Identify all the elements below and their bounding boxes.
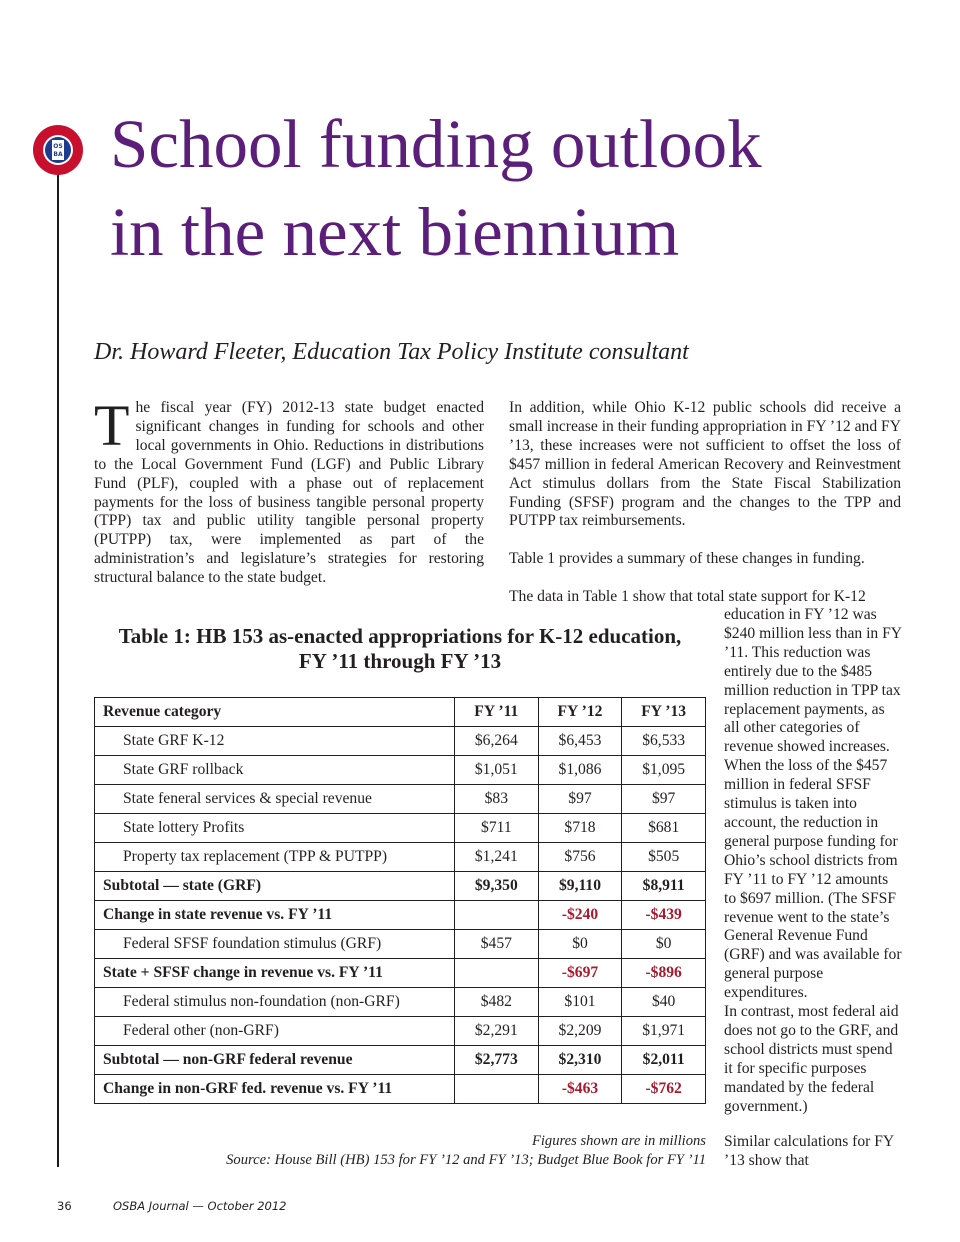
cell-fy11 [455, 901, 539, 930]
cell-fy12: $9,110 [538, 872, 622, 901]
cell-fy11: $457 [455, 930, 539, 959]
journal-footer: OSBA Journal — October 2012 [113, 1199, 287, 1213]
paragraph: The data in Table 1 show that total state support for K-12 [509, 588, 866, 606]
cell-fy11: $1,051 [455, 756, 539, 785]
drop-cap: T [94, 393, 130, 458]
cell-fy12: $2,209 [538, 1017, 622, 1046]
cell-fy12: -$463 [538, 1075, 622, 1104]
row-label: State feneral services & special revenue [95, 785, 455, 814]
cell-fy12: -$697 [538, 959, 622, 988]
cell-fy11: $9,350 [455, 872, 539, 901]
table-row [95, 756, 706, 785]
vertical-rule [57, 150, 59, 1167]
table-row [95, 901, 706, 930]
cell-fy12: $756 [538, 843, 622, 872]
paragraph: In addition, while Ohio K-12 public schools did receive a small increase in their funding appropriation in FY ’12 and FY ’13, these increases were not sufficient to offset the loss of $457 million in federal American Recovery and Reinvestment Act stimulus dollars from the State Fiscal Stabilization Funding (SFSF) program and the changes to the TPP and PUTPP tax reimbursements. [509, 399, 901, 530]
row-label: State + SFSF change in revenue vs. FY ’11 [95, 959, 455, 988]
body-column-2 [509, 399, 901, 626]
paragraph: Table 1 provides a summary of these changes in funding. [509, 550, 865, 568]
table-title-line-1: Table 1: HB 153 as-enacted appropriations for K-12 education, [118, 624, 682, 648]
cell-fy11: $6,264 [455, 727, 539, 756]
table-note: Figures shown are in millions [531, 1133, 706, 1149]
body-column-1 [94, 393, 484, 588]
row-label: Change in non-GRF fed. revenue vs. FY ’11 [95, 1075, 455, 1104]
cell-fy13: -$896 [622, 959, 706, 988]
cell-fy11: $83 [455, 785, 539, 814]
table-row [95, 1017, 706, 1046]
row-label: Federal stimulus non-foundation (non-GRF) [95, 988, 455, 1017]
table-row [95, 959, 706, 988]
cell-fy11: $2,773 [455, 1046, 539, 1075]
cell-fy13: $1,971 [622, 1017, 706, 1046]
osba-seal-logo [32, 124, 84, 176]
cell-fy13: -$762 [622, 1075, 706, 1104]
funding-table [94, 697, 706, 1104]
cell-fy11: $711 [455, 814, 539, 843]
cell-fy11 [455, 959, 539, 988]
table-row [95, 930, 706, 959]
cell-fy12: $97 [538, 785, 622, 814]
intro-paragraph: he fiscal year (FY) 2012-13 state budget enacted significant changes in funding for schools and other local governments in Ohio. Reductions in distributions to the Local Government Fund (LGF) and Public Library Fund (PLF), coupled with a phase out of replacement payments for the loss of business tangible personal property (TPP) tax and public utility tangible personal property (PUTPP) tax, were implemented as part of the administration’s and legislature’s strategies for restoring structural balance to the state budget. [94, 399, 484, 587]
body-column-3 [724, 606, 902, 1116]
svg-text:BA: BA [53, 151, 63, 158]
table-row [95, 988, 706, 1017]
cell-fy13: $40 [622, 988, 706, 1017]
cell-fy12: $6,453 [538, 727, 622, 756]
cell-fy13: $2,011 [622, 1046, 706, 1075]
paragraph: Similar calculations for FY ’13 show that [724, 1133, 894, 1169]
page-number: 36 [57, 1199, 72, 1213]
row-label: Change in state revenue vs. FY ’11 [95, 901, 455, 930]
cell-fy13: -$439 [622, 901, 706, 930]
header-fy12: FY ’12 [538, 698, 622, 727]
title-line-1: School funding outlook [110, 106, 762, 182]
paragraph: education in FY ’12 was $240 million less than in FY ’11. This reduction was entirely due to the $485 million reduction in TPP tax replacement payments, as all other categories of revenue showed increases. When the loss of the $457 million in federal SFSF stimulus is taken into account, the reduction in general purpose funding for Ohio’s school districts from FY ’11 to FY ’12 amounts to $697 million. (The SFSF revenue went to the state’s General Revenue Fund (GRF) and was available for general purpose expenditures. [724, 606, 902, 1002]
table-row [95, 1075, 706, 1104]
cell-fy13: $97 [622, 785, 706, 814]
row-label: State GRF rollback [95, 756, 455, 785]
cell-fy11 [455, 1075, 539, 1104]
row-label: Property tax replacement (TPP & PUTPP) [95, 843, 455, 872]
cell-fy13: $8,911 [622, 872, 706, 901]
table-title-line-2: FY ’11 through FY ’13 [298, 649, 502, 673]
cell-fy11: $1,241 [455, 843, 539, 872]
body-column-3-continued [724, 1133, 902, 1171]
cell-fy13: $681 [622, 814, 706, 843]
table-row [95, 1046, 706, 1075]
table-source: Source: House Bill (HB) 153 for FY ’12 and FY ’13; Budget Blue Book for FY ’11 [226, 1152, 706, 1168]
cell-fy13: $6,533 [622, 727, 706, 756]
row-label: Subtotal — state (GRF) [95, 872, 455, 901]
cell-fy12: $2,310 [538, 1046, 622, 1075]
table-row [95, 814, 706, 843]
cell-fy12: $1,086 [538, 756, 622, 785]
table-row [95, 872, 706, 901]
cell-fy12: $0 [538, 930, 622, 959]
row-label: Subtotal — non-GRF federal revenue [95, 1046, 455, 1075]
row-label: Federal other (non-GRF) [95, 1017, 455, 1046]
cell-fy12: $101 [538, 988, 622, 1017]
cell-fy13: $0 [622, 930, 706, 959]
cell-fy13: $1,095 [622, 756, 706, 785]
header-revenue-category: Revenue category [95, 698, 455, 727]
cell-fy12: $718 [538, 814, 622, 843]
table-title [94, 624, 706, 674]
article-title [110, 100, 930, 276]
row-label: Federal SFSF foundation stimulus (GRF) [95, 930, 455, 959]
title-line-2: in the next biennium [110, 194, 680, 270]
table-header-row [95, 698, 706, 727]
cell-fy11: $2,291 [455, 1017, 539, 1046]
table-row [95, 843, 706, 872]
header-fy11: FY ’11 [455, 698, 539, 727]
cell-fy13: $505 [622, 843, 706, 872]
cell-fy11: $482 [455, 988, 539, 1017]
table-row [95, 785, 706, 814]
row-label: State GRF K-12 [95, 727, 455, 756]
byline: Dr. Howard Fleeter, Education Tax Policy Institute consultant [94, 339, 689, 365]
table-row [95, 727, 706, 756]
header-fy13: FY ’13 [622, 698, 706, 727]
row-label: State lottery Profits [95, 814, 455, 843]
cell-fy12: -$240 [538, 901, 622, 930]
svg-text:OS: OS [53, 143, 63, 150]
paragraph: In contrast, most federal aid does not go to the GRF, and school districts must spend it for specific purposes mandated by the federal government.) [724, 1003, 899, 1115]
